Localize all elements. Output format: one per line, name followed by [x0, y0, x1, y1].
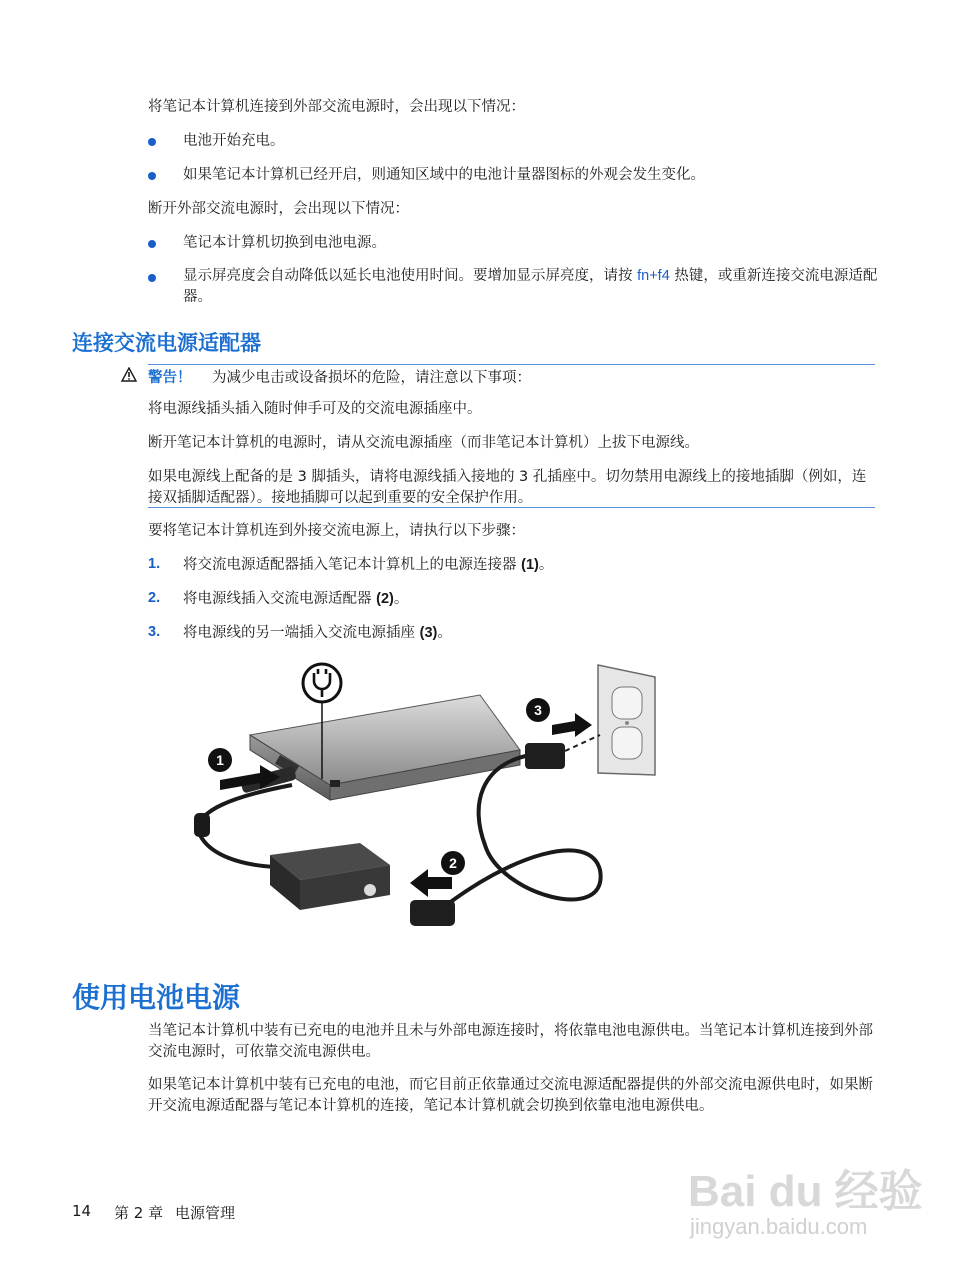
body-paragraph: 当笔记本计算机中装有已充电的电池并且未与外部电源连接时，将依靠电池电源供电。当笔记本计算机连接到外部交流电源时，可依靠交流电源供电。: [148, 1023, 873, 1060]
warning-label: 警告！: [148, 370, 192, 386]
ac-adapter-icon: [270, 843, 390, 910]
steps-intro: 要将笔记本计算机连到外接交流电源上，请执行以下步骤：: [148, 523, 525, 539]
callout-number-3: 3: [534, 702, 542, 718]
step-2-callout: [410, 851, 465, 897]
warning-top-rule: [148, 364, 875, 365]
step-number: 2.: [148, 590, 161, 606]
chapter-label: 第 2 章: [114, 1204, 164, 1222]
step-text-main: 将电源线的另一端插入交流电源插座: [183, 625, 420, 641]
body-paragraph: 如果笔记本计算机中装有已充电的电池，而它目前正依靠通过交流电源适配器提供的外部交流电源供电时，如果断开交流电源适配器与笔记本计算机的连接，笔记本计算机就会切换到依靠电池电源供电。: [148, 1077, 873, 1114]
callout-number-2: 2: [449, 855, 457, 871]
chapter-title: 电源管理: [175, 1204, 236, 1222]
step-number: 3.: [148, 624, 161, 640]
callout-number-1: 1: [216, 752, 224, 768]
bullet-item: 如果笔记本计算机已经开启，则通知区域中的电池计量器图标的外观会发生变化。: [183, 167, 705, 183]
step-end: 。: [393, 591, 409, 607]
step-number: 1.: [148, 556, 161, 572]
bullet-item: 笔记本计算机切换到电池电源。: [183, 235, 386, 251]
baidu-watermark-logo: Bai du 经验: [688, 1167, 923, 1216]
bullet-dot: [148, 172, 156, 180]
ac-adapter-connection-illustration: [180, 655, 660, 945]
step-end: 。: [437, 625, 452, 641]
step-text-main: 将交流电源适配器插入笔记本计算机上的电源连接器: [183, 557, 522, 573]
step-3-callout: [526, 698, 592, 737]
hotkey-fn-f4: fn+f4: [637, 268, 670, 284]
warning-item: 如果电源线上配备的是 3 脚插头，请将电源线插入接地的 3 孔插座中。切勿禁用电源线上的接地插脚（例如，连接双插脚适配器）。接地插脚可以起到重要的安全保护作用。: [148, 469, 867, 506]
wall-plug-icon: [525, 743, 565, 769]
disconnect-intro: 断开外部交流电源时，会出现以下情况：: [148, 201, 409, 217]
wall-outlet-icon: [598, 665, 655, 775]
section-heading-connect-ac: 连接交流电源适配器: [72, 331, 261, 355]
step-end: 。: [538, 557, 554, 573]
step-text: [183, 623, 452, 644]
warning-icon: [121, 367, 137, 386]
step-text-main: 将电源线插入交流电源适配器: [183, 591, 377, 607]
warning-text: 为减少电击或设备损坏的危险，请注意以下事项：: [212, 370, 531, 386]
warning-bottom-rule: [148, 507, 875, 508]
step-ref: (2): [376, 591, 394, 607]
adapter-plug-icon: [410, 900, 455, 926]
step-text: [183, 589, 408, 610]
section-heading-battery-power: 使用电池电源: [72, 981, 241, 1014]
warning-item: 将电源线插头插入随时伸手可及的交流电源插座中。: [148, 401, 482, 417]
bullet-item: 电池开始充电。: [183, 133, 285, 149]
warning-item: 断开笔记本计算机的电源时，请从交流电源插座（而非笔记本计算机）上拔下电源线。: [148, 435, 699, 451]
bullet-dot: [148, 240, 156, 248]
step-ref: (3): [419, 625, 438, 641]
step-ref: (1): [521, 557, 539, 573]
watermark-url: jingyan.baidu.com: [690, 1214, 868, 1239]
page-number: 14: [72, 1202, 92, 1220]
bullet-dot: [148, 138, 156, 146]
bullet-text-part: 热键，或重新连接交流电源适配器。: [183, 268, 878, 305]
bullet-dot: [148, 274, 156, 282]
bullet-text-part: 显示屏亮度会自动降低以延长电池使用时间。要增加显示屏亮度，请按: [183, 268, 638, 284]
bullet-item: [183, 266, 878, 308]
intro-text: 将笔记本计算机连接到外部交流电源时，会出现以下情况：: [148, 99, 525, 115]
step-text: [183, 555, 553, 576]
